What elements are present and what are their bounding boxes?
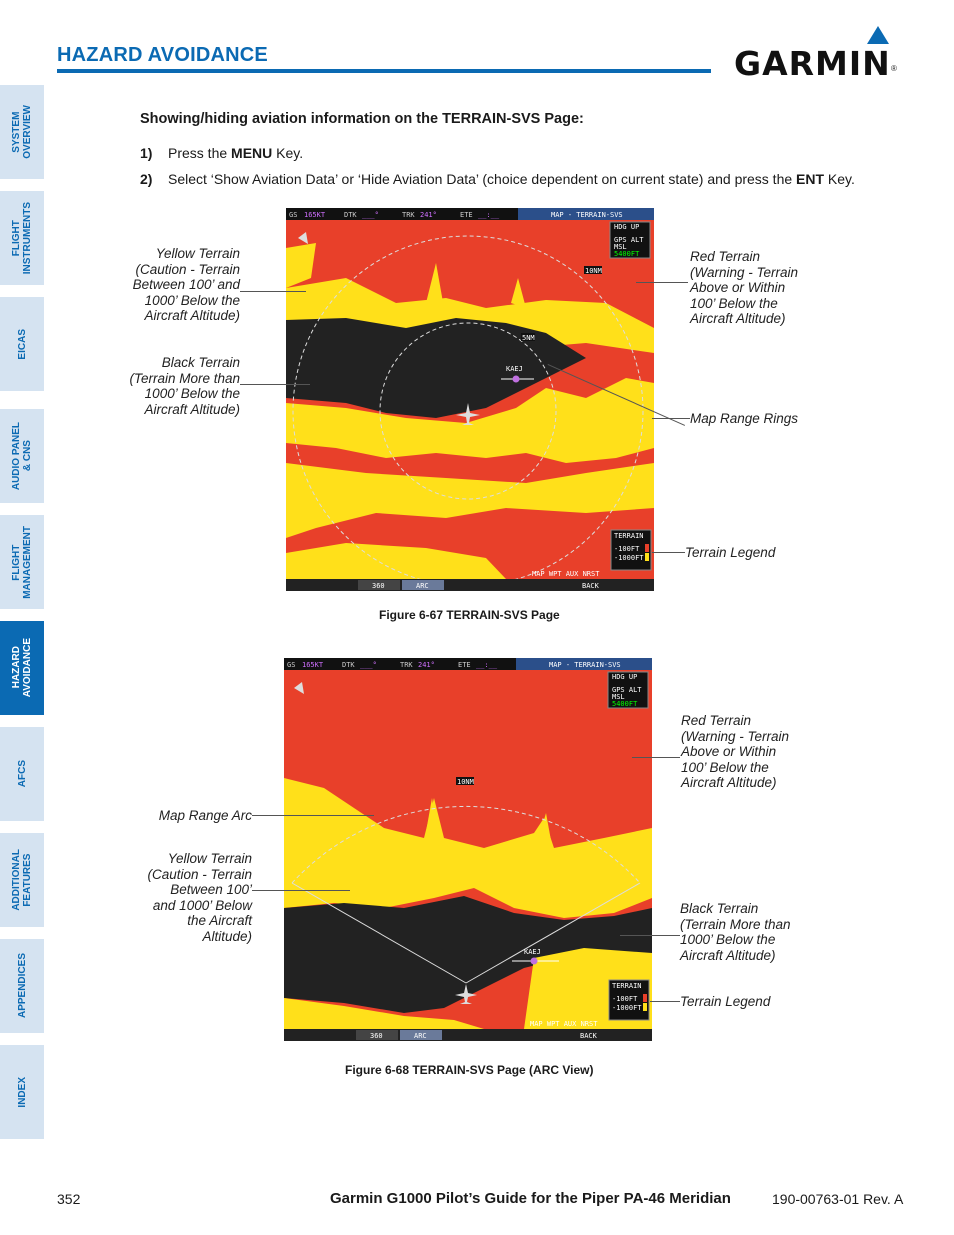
legend-1000ft: -1000FT (614, 554, 644, 562)
waypoint-label: KAEJ (506, 365, 523, 373)
tab-eicas[interactable]: EICAS (0, 297, 44, 391)
step-2: 2) Select ‘Show Aviation Data’ or ‘Hide Aviation Data’ (choice dependent on current state) and press the ENT Key. (140, 171, 855, 187)
document-title: Garmin G1000 Pilot’s Guide for the Piper PA-46 Meridian (330, 1190, 731, 1207)
leader-line (240, 384, 310, 385)
orientation-label: HDG UP (614, 223, 640, 231)
page-name: MAP - TERRAIN-SVS (549, 661, 621, 669)
ete-label: ETE (458, 661, 471, 669)
logo-registered-mark: ® (891, 64, 897, 73)
alt-ref: MSL (614, 243, 627, 251)
callout-black-terrain: Black Terrain (Terrain More than 1000’ Below the Aircraft Altitude) (680, 901, 791, 963)
callout-black-terrain: Black Terrain (Terrain More than 1000’ Below the Aircraft Altitude) (129, 355, 240, 417)
softkey-back: BACK (582, 582, 599, 590)
tab-additional-features[interactable]: ADDITIONAL FEATURES (0, 833, 44, 927)
callout-terrain-legend: Terrain Legend (685, 545, 776, 560)
gs-label: GS (289, 211, 298, 219)
tab-hazard-avoidance[interactable]: HAZARD AVOIDANCE (0, 621, 44, 715)
alt-mode: GPS ALT (614, 236, 644, 244)
alt-ref: MSL (612, 693, 625, 701)
callout-terrain-legend: Terrain Legend (680, 994, 771, 1009)
callout-map-range-rings: Map Range Rings (690, 411, 799, 426)
terrain-svs-screen-arc (284, 658, 652, 1041)
leader-line (652, 552, 685, 553)
page-group-label: MAP WPT AUX NRST (530, 1020, 598, 1028)
procedure-title: Showing/hiding aviation information on the TERRAIN-SVS Page: (140, 111, 584, 127)
header-rule (57, 69, 711, 73)
tab-appendices[interactable]: APPENDICES (0, 939, 44, 1033)
legend-1000ft: -1000FT (612, 1004, 642, 1012)
alt-value: 5400FT (614, 250, 640, 258)
dtk-value: ___° (360, 661, 377, 669)
leader-line (240, 291, 306, 292)
dtk-label: DTK (342, 661, 355, 669)
softkey-back: BACK (580, 1032, 597, 1040)
leader-line (632, 757, 680, 758)
alt-mode: GPS ALT (612, 686, 642, 694)
leader-line (252, 815, 374, 816)
callout-map-range-arc: Map Range Arc (158, 808, 252, 823)
menu-key-label: MENU (231, 145, 273, 161)
callout-yellow-terrain: Yellow Terrain (Caution - Terrain Between 100’ and 1000’ Below the Aircraft Altitude) (132, 246, 240, 323)
range-inner-label: 5NM (522, 334, 535, 342)
legend-title: TERRAIN (612, 982, 642, 990)
tab-flight-management[interactable]: FLIGHT MANAGEMENT (0, 515, 44, 609)
trk-label: TRK (402, 211, 415, 219)
leader-line (650, 1001, 680, 1002)
tab-system-overview[interactable]: SYSTEM OVERVIEW (0, 85, 44, 179)
leader-line (636, 282, 688, 283)
garmin-logo (734, 26, 899, 83)
range-outer-label: 10NM (585, 267, 602, 275)
terrain-svs-screen-360 (286, 208, 654, 591)
callout-yellow-terrain: Yellow Terrain (Caution - Terrain Between 100’ and 1000’ Below the Aircraft Altitude) (147, 851, 252, 944)
trk-value: 241° (418, 661, 435, 669)
legend-title: TERRAIN (614, 532, 644, 540)
orientation-label: HDG UP (612, 673, 638, 681)
ent-key-label: ENT (796, 171, 825, 187)
softkey-arc: ARC (416, 582, 429, 590)
trk-value: 241° (420, 211, 437, 219)
range-outer-label: 10NM (457, 778, 474, 786)
trk-label: TRK (400, 661, 413, 669)
legend-100ft: -100FT (614, 545, 640, 553)
page-group-label: MAP WPT AUX NRST (532, 570, 600, 578)
waypoint-icon (531, 958, 538, 965)
tab-afcs[interactable]: AFCS (0, 727, 44, 821)
waypoint-icon (513, 376, 520, 383)
ete-label: ETE (460, 211, 473, 219)
leader-line (620, 935, 680, 936)
logo-text: GARMIN (734, 44, 891, 83)
softkey-360: 360 (370, 1032, 383, 1040)
figure-caption-2: Figure 6-68 TERRAIN-SVS Page (ARC View) (345, 1063, 594, 1077)
figure-caption-1: Figure 6-67 TERRAIN-SVS Page (379, 608, 560, 622)
gs-value: 165KT (304, 211, 326, 219)
dtk-value: ___° (362, 211, 379, 219)
waypoint-label: KAEJ (524, 948, 541, 956)
dtk-label: DTK (344, 211, 357, 219)
page-name: MAP - TERRAIN-SVS (551, 211, 623, 219)
legend-100ft: -100FT (612, 995, 638, 1003)
page-number: 352 (57, 1191, 81, 1207)
document-number: 190-00763-01 Rev. A (772, 1191, 904, 1207)
alt-value: 5400FT (612, 700, 638, 708)
section-header-title: HAZARD AVOIDANCE (57, 44, 268, 66)
step-1: 1) Press the MENU Key. (140, 145, 304, 161)
garmin-triangle-icon (867, 26, 889, 44)
callout-red-terrain: Red Terrain (Warning - Terrain Above or Within 100’ Below the Aircraft Altitude) (690, 249, 799, 326)
gs-label: GS (287, 661, 296, 669)
leader-line (252, 890, 350, 891)
ete-value: __:__ (476, 661, 498, 669)
gs-value: 165KT (302, 661, 324, 669)
tab-audio-panel-cns[interactable]: AUDIO PANEL & CNS (0, 409, 44, 503)
tab-flight-instruments[interactable]: FLIGHT INSTRUMENTS (0, 191, 44, 285)
tab-index[interactable]: INDEX (0, 1045, 44, 1139)
softkey-arc: ARC (414, 1032, 427, 1040)
ete-value: __:__ (478, 211, 500, 219)
callout-red-terrain: Red Terrain (Warning - Terrain Above or Within 100’ Below the Aircraft Altitude) (681, 713, 790, 790)
softkey-360: 360 (372, 582, 385, 590)
